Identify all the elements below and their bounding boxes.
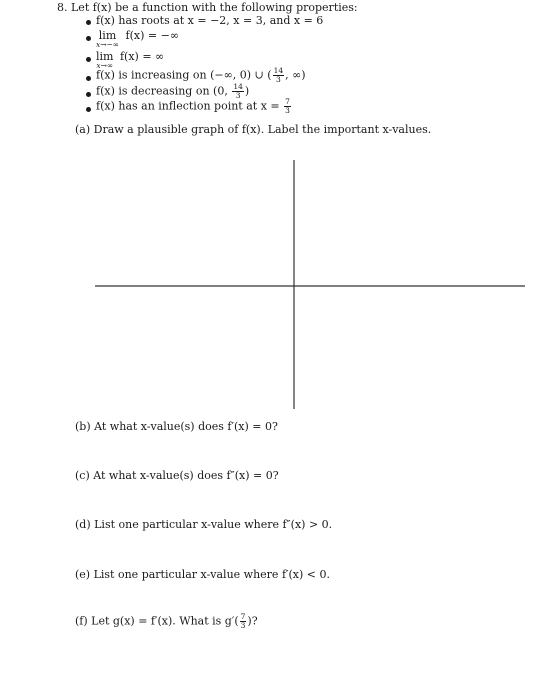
part-a-prompt: (a) Draw a plausible graph of f(x). Label the important x-values. (75, 123, 432, 136)
fraction-denominator: 3 (285, 106, 290, 115)
fraction-numerator: 7 (240, 612, 246, 621)
fraction-denominator: 3 (275, 75, 281, 84)
property-text: f(x) has an inflection point at x = (96, 99, 284, 113)
fraction-numerator: 14 (233, 82, 243, 91)
property-text: f(x) is increasing on (−∞, 0) ∪ ( (96, 68, 272, 82)
part-f-text-end: )? (247, 614, 258, 628)
property-text-end: ) (244, 84, 250, 98)
fraction-numerator: 7 (285, 97, 290, 106)
limit-word: lim (98, 29, 117, 42)
fraction-denominator: 3 (240, 621, 246, 630)
property-text: f(x) is decreasing on (0, (96, 84, 232, 98)
limit-word: lim (96, 50, 114, 63)
limit-value: f(x) = ∞ (119, 50, 165, 63)
part-d-prompt: (d) List one particular x-value where f″(x) > 0. (75, 518, 333, 531)
part-b-prompt: (b) At what x-value(s) does f′(x) = 0? (75, 420, 278, 433)
part-c-prompt: (c) At what x-value(s) does f″(x) = 0? (75, 469, 279, 482)
limit-subscript: x→∞ (96, 61, 114, 70)
property-text-end: , ∞) (285, 68, 306, 82)
part-f-text: (f) Let g(x) = f′(x). What is g′( (75, 614, 239, 628)
problem-intro: Let f(x) be a function with the following properties: (71, 1, 358, 14)
fraction-numerator: 14 (273, 66, 284, 75)
problem-number: 8. (57, 1, 68, 14)
limit-subscript: x→−∞ (96, 40, 120, 49)
part-f-prompt (75, 613, 258, 630)
part-e-prompt: (e) List one particular x-value where f′(x) < 0. (75, 568, 331, 581)
limit-value: f(x) = −∞ (125, 29, 179, 42)
fraction (240, 613, 247, 630)
property-roots: f(x) has roots at x = −2, x = 3, and x = 6 (96, 14, 324, 27)
fraction-denominator: 3 (235, 91, 241, 100)
